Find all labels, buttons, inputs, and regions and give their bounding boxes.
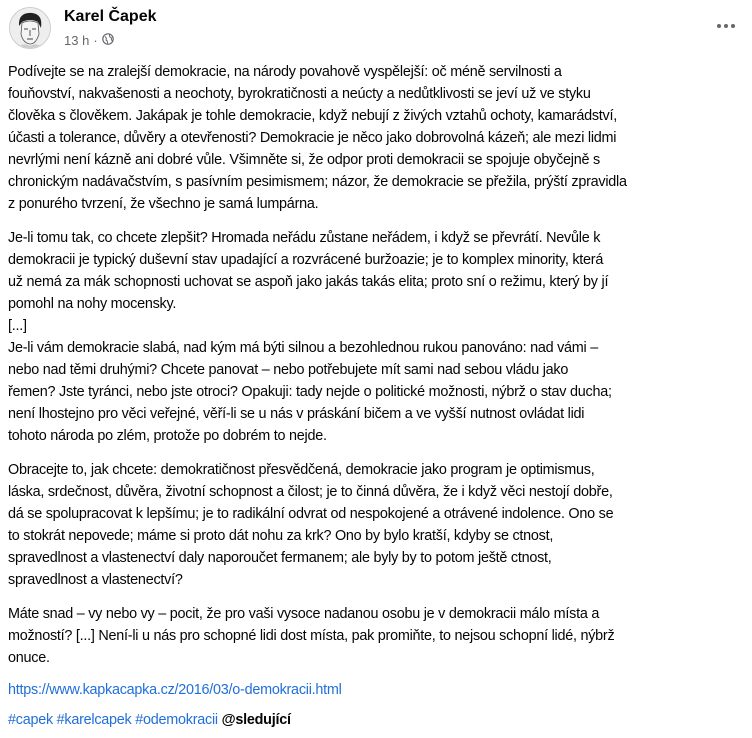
text-line: člověka s člověkem. Jakápak je tohle demokracie, když nebují z živých vztahů ochoty, kamarádství, (8, 108, 617, 124)
mention-followers[interactable]: @sledující (221, 712, 291, 728)
post-meta (64, 33, 114, 48)
hashtags-row (8, 709, 748, 731)
text-line: chronickým nadávačstvím, s pasívním pesimismem; názor, že demokracie se přežila, prýští zpravidla (8, 174, 627, 190)
text-line: [...] (8, 318, 27, 334)
more-dots-icon (716, 23, 736, 29)
text-line: onuce. (8, 650, 50, 666)
text-line: nevrlými není kázně ani dobré vůle. Všimněte si, že odpor proti demokracii se spojuje obyčejně s (8, 152, 600, 168)
text-line: Je-li vám demokracie slabá, nad kým má býti silnou a bezohlednou rukou panováno: nad vámi – (8, 340, 598, 356)
article-link[interactable]: https://www.kapkacapka.cz/2016/03/o-demokracii.html (8, 682, 342, 698)
author-avatar[interactable] (9, 7, 51, 49)
text-line: láska, srdečnost, důvěra, životní schopnost a čilost; je to činná důvěra, že i když věci nestojí dobře, (8, 484, 613, 500)
text-line: tohoto národa po zlém, protože po dobrém to nejde. (8, 428, 327, 444)
post-text (8, 61, 748, 669)
post-body (8, 61, 748, 731)
text-line: Máte snad – vy nebo vy – pocit, že pro vaši vysoce nadanou osobu je v demokracii málo místa a (8, 606, 600, 622)
hashtag-link[interactable]: #capek (8, 712, 53, 728)
hashtag-link[interactable]: #odemokracii (135, 712, 218, 728)
text-line: fouňovství, nakvašenosti a neochoty, byrokratičnosti a neúcty a nedůtklivosti se jeví už ve styku (8, 86, 591, 102)
text-line: pomohl na nohy mocensky. (8, 296, 177, 312)
text-line: spravedlnost a vlastenectví? (8, 572, 183, 588)
text-line: Podívejte se na zralejší demokracie, na národy povahově vyspělejší: oč méně servilnosti a (8, 64, 562, 80)
text-line: Obracejte to, jak chcete: demokratičnost přesvědčená, demokracie jako program je optimismus, (8, 462, 595, 478)
post-time[interactable]: 13 h (64, 33, 90, 48)
paragraph (8, 227, 748, 447)
text-line: dá se spolupracovat k lepšímu; je to radikální odvrat od nespokojené a otrávené indolence. Ono se (8, 506, 614, 522)
text-line: Je-li tomu tak, co chcete zlepšit? Hromada neřádu zůstane neřádem, i když se převrátí. Nevůle k (8, 230, 601, 246)
hashtag-link[interactable]: #karelcapek (56, 712, 132, 728)
text-line: z ponurého tvrzení, že všechno je samá lumpárna. (8, 196, 319, 212)
text-line: možností? [...] Není-li u nás pro schopné lidi dost místa, pak promiňte, to nejsou schopní lidé, nýbrž (8, 628, 615, 644)
author-name[interactable]: Karel Čapek (64, 8, 157, 25)
text-line: účasti a tolerance, důvěry a otevřenosti? Demokracie je něco jako dobrovolná kázeň; ale mezi lidmi (8, 130, 617, 146)
text-line: demokracii je typický duševní stav upadající a rozvrácené buržoazie; je to komplex minority, která (8, 252, 604, 268)
paragraph (8, 603, 748, 669)
text-line: už nemá za mák schopnosti uchovat se aspoň jako jakás takás elita; proto sní o režimu, který by jí (8, 274, 609, 290)
text-line: není lhostejno pro věci veřejné, věří-li se u nás v práskání bičem a ve vyšší nutnost ovládat lidi (8, 406, 585, 422)
paragraph (8, 61, 748, 215)
globe-icon (102, 33, 114, 48)
text-line: nebo nad těmi druhými? Chcete panovat – nebo potřebujete mít sami nad sebou vládu jako (8, 362, 569, 378)
more-options-button[interactable] (712, 14, 740, 38)
text-line: to stokrát nepovede; máme si proto dát nohu za krk? Ono by bylo kratší, kdyby se ctnost, (8, 528, 554, 544)
paragraph (8, 459, 748, 591)
meta-separator: · (93, 33, 98, 48)
text-line: řemen? Jste tyránci, nebo jste otroci? Opakuji: tady nejde o politické možnosti, nýbrž o stav ducha; (8, 384, 612, 400)
text-line: spravedlnost a vlastenectví daly naporoučet fermanem; ale byly by to potom ještě ctnost, (8, 550, 552, 566)
